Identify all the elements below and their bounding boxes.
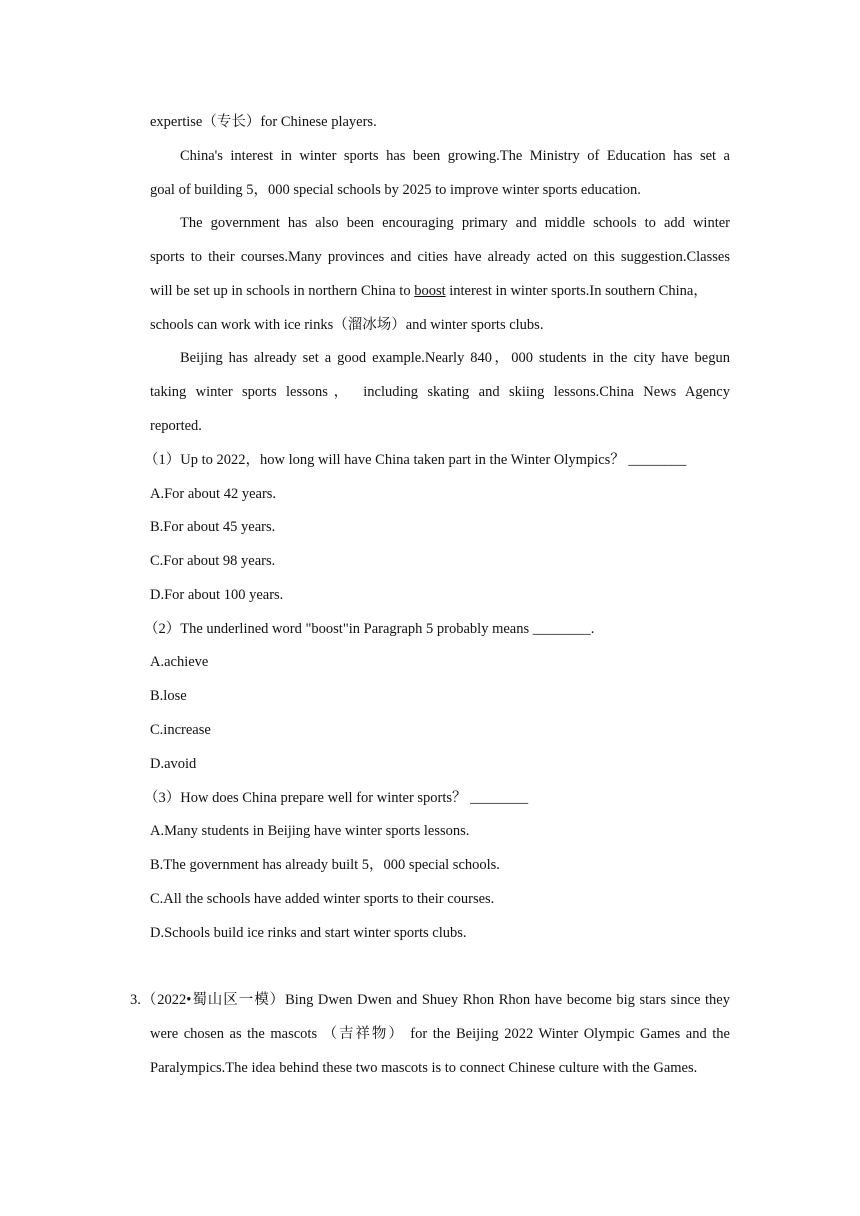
passage-line: The government has also been encouraging primary and middle schools to add winter [180,215,730,231]
question-stem: （1）Up to 2022，how long will have China taken part in the Winter Olympics？ ________ [144,452,687,468]
passage-line: schools can work with ice rinks（溜冰场）and winter sports clubs. [150,317,544,333]
answer-option: C.For about 98 years. [150,553,276,569]
answer-option: B.lose [150,688,187,704]
item3-line: 3.（2022•蜀山区一模）Bing Dwen Dwen and Shuey Rhon Rhon have become big stars since they [130,992,730,1008]
answer-option: D.For about 100 years. [150,587,284,603]
answer-option: D.Schools build ice rinks and start winter sports clubs. [150,925,467,941]
answer-option: A.Many students in Beijing have winter sports lessons. [150,823,470,839]
answer-option: B.For about 45 years. [150,519,276,535]
answer-option: C.All the schools have added winter sports to their courses. [150,891,495,907]
passage-line: taking winter sports lessons， including skating and skiing lessons.China News Agency [150,384,730,400]
answer-option: A.For about 42 years. [150,486,277,502]
answer-option: D.avoid [150,756,197,772]
passage-line: will be set up in schools in northern China to boost interest in winter sports.In southern China， [150,283,708,299]
passage-line: sports to their courses.Many provinces and cities have already acted on this suggestion.Classes [150,249,730,265]
answer-option: C.increase [150,722,211,738]
passage-line: expertise（专长）for Chinese players. [150,114,377,130]
answer-option: A.achieve [150,654,209,670]
item3-line: Paralympics.The idea behind these two mascots is to connect Chinese culture with the Games. [150,1060,698,1076]
underlined-word: boost [414,283,446,299]
passage-line: Beijing has already set a good example.Nearly 840，000 students in the city have begun [180,350,730,366]
passage-line: reported. [150,418,202,434]
passage-line: China's interest in winter sports has been growing.The Ministry of Education has set a [180,148,730,164]
answer-option: B.The government has already built 5，000 special schools. [150,857,500,873]
item3-line: were chosen as the mascots （吉祥物） for the Beijing 2022 Winter Olympic Games and the [150,1026,730,1042]
passage-line: goal of building 5，000 special schools by 2025 to improve winter sports education. [150,182,641,198]
question-stem: （2）The underlined word "boost"in Paragraph 5 probably means ________. [144,621,595,637]
question-stem: （3）How does China prepare well for winter sports？ ________ [144,790,529,806]
